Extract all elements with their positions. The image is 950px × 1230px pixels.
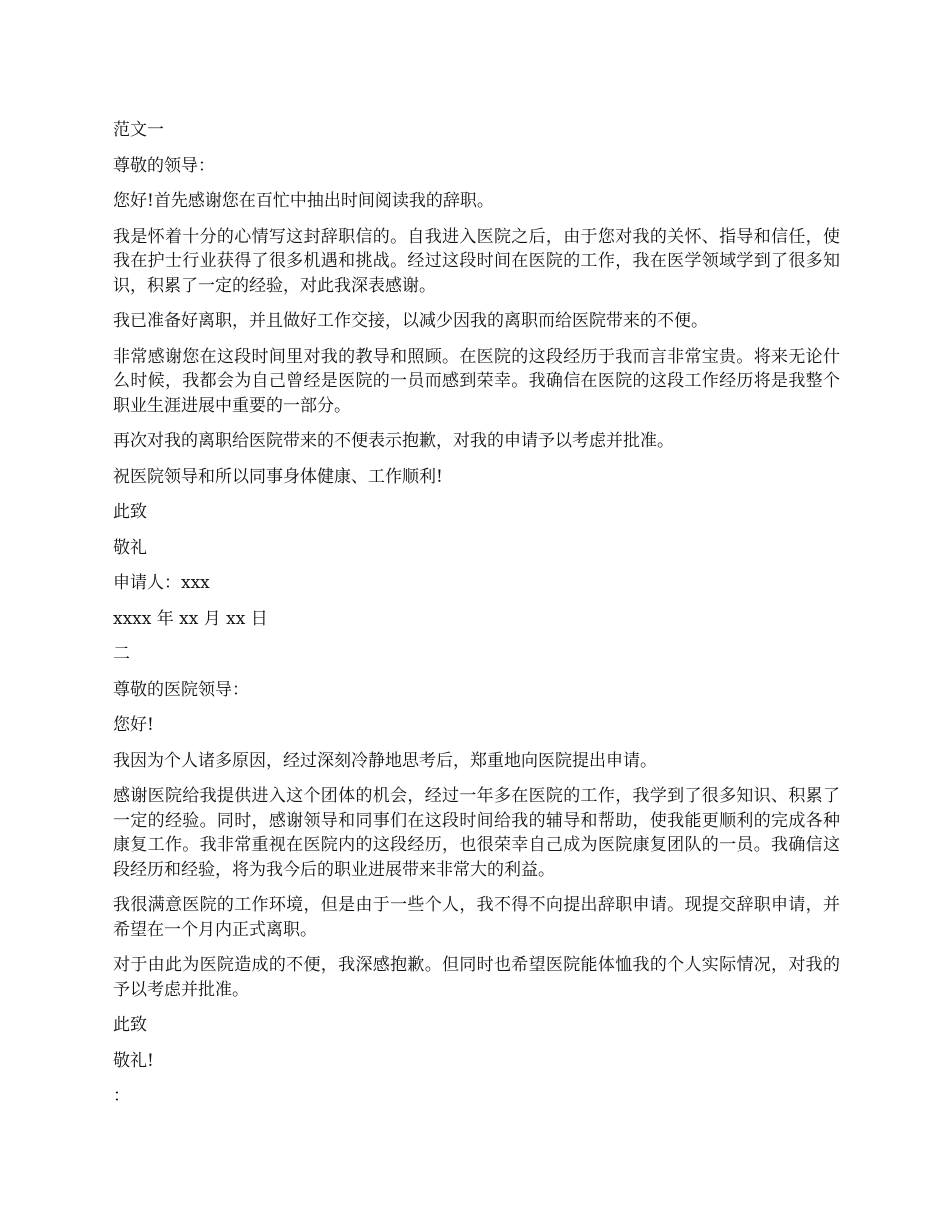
body-paragraph: 我已准备好离职，并且做好工作交接，以减少因我的离职而给医院带来的不便。	[113, 311, 708, 331]
closing-salute: 敬礼	[113, 537, 147, 558]
body-paragraph: 再次对我的离职给医院带来的不便表示抱歉，对我的申请予以考虑并批准。	[113, 431, 674, 451]
signature-placeholder: ：	[113, 1086, 130, 1106]
greeting-paragraph: 您好!首先感谢您在百忙中抽出时间阅读我的辞职。	[113, 191, 494, 211]
closing-salute: 敬礼!	[113, 1050, 154, 1071]
body-paragraph: 我因为个人诸多原因，经过深刻冷静地思考后，郑重地向医院提出申请。	[113, 750, 657, 771]
salutation: 尊敬的医院领导：	[113, 679, 249, 700]
closing-line: 此致	[113, 1015, 147, 1035]
greeting-paragraph: 您好!	[113, 715, 154, 735]
section-heading-sample-two: 二	[113, 644, 130, 664]
body-paragraph: 感谢医院给我提供进入这个团体的机会，经过一年多在医院的工作，我学到了很多知识、积累了一定的经验。同时，感谢领导和同事们在这段时间给我的辅导和帮助，使我能更顺利的完成各种康复工作。我非常重视在医院内的这段经历，也很荣幸自己成为医院康复团队的一员。我确信这段经历和经验，将为我今后的职业进展带来非常大的利益。	[113, 786, 840, 880]
closing-wish: 祝医院领导和所以同事身体健康、工作顺利!	[113, 466, 443, 487]
document-body	[113, 118, 840, 1120]
date-line: xxxx 年 xx 月 xx 日	[113, 608, 268, 629]
closing-line: 此致	[113, 502, 147, 522]
body-paragraph: 我是怀着十分的心情写这封辞职信的。自我进入医院之后，由于您对我的关怀、指导和信任，使我在护士行业获得了很多机遇和挑战。经过这段时间在医院的工作，我在医学领域学到了很多知识，积累了一定的经验，对此我深表感谢。	[113, 226, 840, 296]
body-paragraph: 对于由此为医院造成的不便，我深感抱歉。但同时也希望医院能体恤我的个人实际情况，对我的予以考虑并批准。	[113, 955, 840, 1000]
section-heading-sample-one: 范文一	[113, 120, 164, 140]
applicant-line: 申请人：xxx	[113, 573, 210, 593]
body-paragraph: 我很满意医院的工作环境，但是由于一些个人，我不得不向提出辞职申请。现提交辞职申请，并希望在一个月内正式离职。	[113, 895, 840, 940]
body-paragraph: 非常感谢您在这段时间里对我的教导和照顾。在医院的这段经历于我而言非常宝贵。将来无论什么时候，我都会为自己曾经是医院的一员而感到荣幸。我确信在医院的这段工作经历将是我整个职业生涯进展中重要的一部分。	[113, 346, 840, 416]
salutation: 尊敬的领导：	[113, 155, 215, 176]
